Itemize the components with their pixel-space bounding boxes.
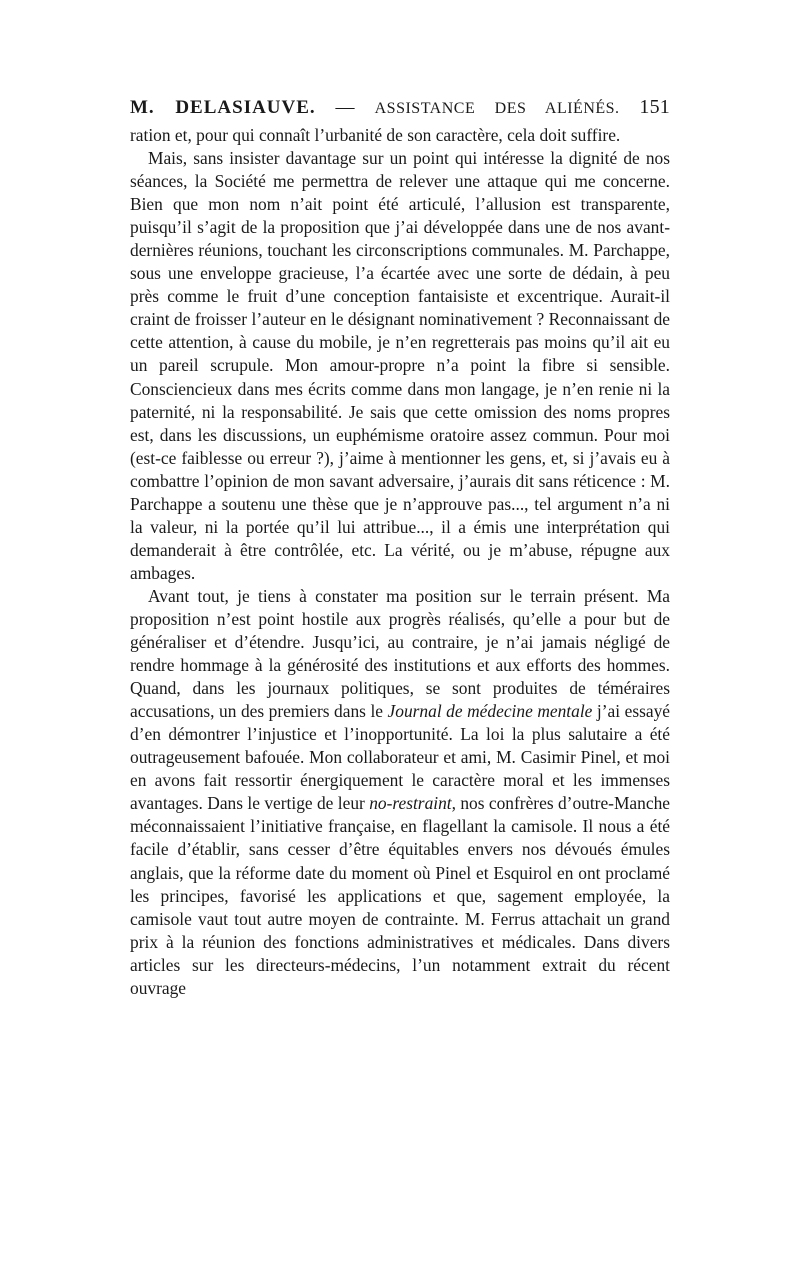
paragraph-text: Mais, sans insister davantage sur un point qui intéresse la dignité de nos séances, la Société me permettra de relever une attaque qui me concerne. Bien que mon nom n’ait point été articulé, l’allusion est transparente, puisqu’il s’agit de la proposition que j’ai développée dans une de nos avant-dernières réunions, touchant les circonscriptions communales. M. Parchappe, sous une enveloppe gracieuse, l’a écartée avec une sorte de dédain, à peu près comme le fruit d’une conception fantaisiste et excentrique. Aurait-il craint de froisser l’auteur en le désignant nominativement ? Reconnaissant de cette attention, à cause du mobile, je n’en regretterais pas moins qu’il ait eu un pareil scrupule. Mon amour-propre n’a point la fibre si sensible. Consciencieux dans mes écrits comme dans mon langage, je n’en renie ni la paternité, ni la responsabilité. Je sais que cette omission des noms propres est, dans les discussions, un euphémisme oratoire assez commun. Pour moi (est-ce faiblesse ou erreur ?), j’aime à mentionner les gens, et, si j’avais eu à combattre l’opinion de mon savant adversaire, j’aurais dit sans réticence : M. Parchappe a soutenu une thèse que je n’approuve pas..., tel argument n’a ni la valeur, ni la portée qu’il lui attribue..., il a émis une interprétation qui demanderait à être contrôlée, etc. La vérité, ou je m’abuse, répugne aux ambages. — [130, 148, 670, 583]
paragraph-text: ration et, pour qui connaît l’urbanité de son caractère, cela doit suffire. — [130, 125, 621, 145]
paragraph-text: j’ai essayé d’en démontrer l’injustice et l’inopportunité. La loi la plus salutaire a été outrageusement bafouée. Mon collaborateur et ami, M. Casimir Pinel, et moi en avons fait ressortir énergiquement le caractère moral et les immenses avantages. Dans le vertige de leur — [130, 701, 671, 814]
running-head-author: M. DELASIAUVE. — [130, 97, 316, 118]
paragraph-text: nos confrères d’outre-Manche méconnaissaient l’initiative française, en flagellant la camisole. Il nous a été facile d’établir, sans cesser d’être équitables envers nos dévoués émules anglais, que la réforme date du moment où Pinel et Esquirol en ont proclamé les principes, favorisé les applications et que, sagement employée, la camisole vaut tout autre moyen de contrainte. M. Ferrus attachait un grand prix à la réunion des fonctions administratives et médicales. Dans divers articles sur les directeurs-médecins, l’un notamment extrait du récent ouvrage — [130, 793, 670, 998]
page — [130, 92, 670, 1000]
journal-title-italic: Journal de médecine mentale — [387, 701, 593, 722]
running-head-title: ASSISTANCE DES ALIÉNÉS. — [374, 100, 620, 117]
running-head — [130, 92, 670, 122]
running-head-dash: — — [335, 97, 355, 118]
paragraph — [130, 585, 670, 1000]
body-text — [130, 124, 670, 1000]
paragraph-continuation — [130, 124, 670, 147]
no-restraint-italic: no-restraint, — [369, 793, 456, 814]
paragraph-text: Avant tout, je tiens à constater ma position sur le terrain présent. Ma proposition n’est point hostile aux progrès réalisés, qu’elle a pour but de généraliser et d’étendre. Jusqu’ici, au contraire, je n’ai jamais négligé de rendre hommage à la générosité des institutions et aux efforts des hommes. Quand, dans les journaux politiques, se sont produites de téméraires accusations, un des premiers dans le — [130, 585, 670, 722]
paragraph — [130, 147, 670, 585]
page-number: 151 — [639, 96, 671, 118]
